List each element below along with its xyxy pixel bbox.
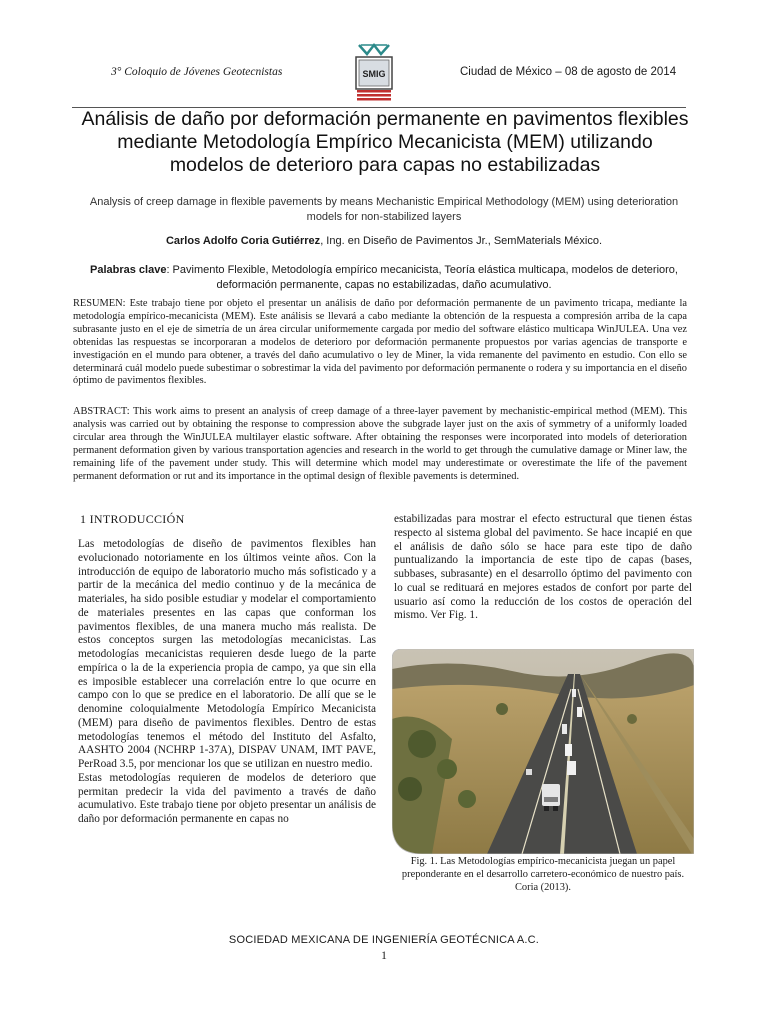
header-date: Ciudad de México – 08 de agosto de 2014	[460, 66, 677, 78]
smig-logo	[349, 42, 399, 104]
keywords-label: Palabras clave	[89, 264, 167, 276]
intro-paragraph-3: estabilizadas para mostrar el efecto estructural que tienen éstas respecto al sistema global del pavimento. Se hace incapié en que el análisis de daño sólo se hace para este tipo de daño puntualizando la importancia de este tipo de capas (bases, subbases, subrasante) en el desarrollo óptimo del pavimento con lo cual se redituará en mejores estados de confort por parte del usuario así como la reducción de los costos de operación del mismo. Ver Fig. 1.	[394, 513, 692, 622]
resumen-label: RESUMEN	[73, 298, 123, 309]
resumen-text: : Este trabajo tiene por objeto el presentar un análisis de daño por deformación permanente de un pavimento tricapa, mediante la metodología empírico-mecanicista (MEM). Este análisis se llevará a cabo mediante la obtención de la respuesta a compresión arriba de la capa subrasante justo en el eje de simetría de un área circular uniformemente cargada por medio del software elástico multicapa WinJULEA. Una vez obtenidas las respuestas se incorporaran a modelos de deterioro por deformación permanente propuestos por varias agencias de transporte e investigación en el mundo para obtener, a través del daño acumulativo o ley de Miner, la vida remanente del pavimento en estudio. Con ello se determinará cuál modelo puede subestimar o sobrestimar la vida del pavimento por deformación permanente o rodera y su importancia en el diseño óptimo de pavimentos flexibles.	[73, 298, 687, 387]
abstract-text: : This work aims to present an analysis of creep damage of a three-layer pavement by mechanistic-empirical method (MEM). This analysis was carried out by obtaining the response to compression above the subgrade layer just on the axis of symmetry of a uniformly loaded circular area through the WinJULEA multilayer elastic software. After obtaining the responses were incorporated into models of deterioration permanent deformation given by various transportation agencies and research in the world to get through the cumulative damage or Miner law, the remaining life of the pavement under study. This will determine which model may underestimate or overestimate the life of the pavement permanent deformation or rut and its importance in the optimal design of flexible pavements is determined.	[73, 406, 687, 482]
keywords-text: : Pavimento Flexible, Metodología empírico mecanicista, Teoría elástica multicapa, modelos de deterioro, deformación permanente, capas no estabilizadas, daño acumulativo.	[166, 264, 678, 291]
right-column	[394, 513, 692, 623]
author-line	[74, 235, 694, 247]
paper-subtitle: Analysis of creep damage in flexible pavements by means Mechanistic Empirical Methodology (MEM) using deterioration models for non-stabilized layers	[89, 196, 679, 223]
abstract-label: ABSTRACT	[73, 406, 127, 417]
resumen	[73, 298, 687, 388]
footer-society: SOCIEDAD MEXICANA DE INGENIERÍA GEOTÉCNICA A.C.	[228, 934, 540, 946]
author-name: Carlos Adolfo Coria Gutiérrez	[165, 235, 321, 247]
abstract	[73, 406, 687, 483]
figure-caption: Fig. 1. Las Metodologías empírico-mecanicista juegan un papel preponderante en el desarrollo carretero-económico de nuestro país. Coria (2013).	[401, 856, 685, 893]
author-affiliation: , Ing. en Diseño de Pavimentos Jr., SemMaterials México.	[320, 235, 603, 247]
paper-title: Análisis de daño por deformación permanente en pavimentos flexibles mediante Metodología Empírico Mecanicista (MEM) utilizando modelos de deterioro para capas no estabilizadas	[81, 108, 689, 176]
section-heading: 1 INTRODUCCIÓN	[80, 512, 185, 526]
intro-paragraph-2: Estas metodologías requieren de modelos de deterioro que permitan predecir la vida del pavimento a través de daño acumulativo. Este trabajo tiene por objeto presentar un análisis de daño por deformación permanente en capas no	[78, 771, 376, 825]
keywords	[74, 263, 694, 293]
left-column	[78, 538, 376, 827]
intro-paragraph-1: Las metodologías de diseño de pavimentos flexibles han evolucionado notoriamente en los últimos veinte años. Con la introducción de equipo de laboratorio mucho más sofisticado y a partir de la mecánica del medio continuo y de la mecánica de materiales, ha sido posible estudiar y modelar el comportamiento de materiales presentes en las capas que conforman los pavimentos flexibles, de una manera mucho más realista. De estos conceptos surgen las metodologías mecanicistas. Las metodologías mecanicistas requieren desde luego de la parte empírica o la de la experiencia propia de campo, ya que sin ella es imposible establecer una correlación entre lo que ocurre en campo con lo que se predice en el laboratorio. De allí que se le denomine coloquialmente Metodología Empírico Mecanicista (MEM) para diseño de pavimentos flexibles. Dentro de estas metodologías tenemos el método del Instituto del Asfalto, AASHTO 2004 (NCHRP 1-37A), DISPAV UNAM, IMT PAVE, PerRoad 3.5, por mencionar los que se utilizan en nuestro medio.	[78, 538, 376, 770]
header-conference: 3° Coloquio de Jóvenes Geotecnistas	[111, 66, 283, 78]
highway-photo	[392, 649, 694, 854]
logo-text: SMIG	[362, 69, 386, 79]
page-number: 1	[381, 950, 387, 962]
